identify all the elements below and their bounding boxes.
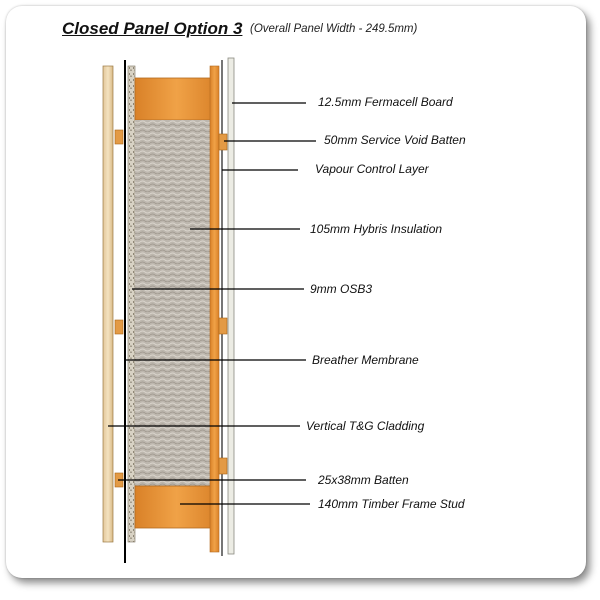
service-batten-top bbox=[219, 134, 227, 150]
label-service-void-batten: 50mm Service Void Batten bbox=[324, 133, 466, 147]
label-breather-membrane: Breather Membrane bbox=[312, 353, 419, 367]
batten-top bbox=[115, 130, 123, 144]
timber-stud-bottom bbox=[135, 486, 218, 528]
service-batten-middle bbox=[219, 318, 227, 334]
diagram-subtitle: (Overall Panel Width - 249.5mm) bbox=[250, 23, 418, 35]
label-fermacell-board: 12.5mm Fermacell Board bbox=[318, 95, 453, 109]
cladding-board bbox=[103, 66, 113, 542]
diagram-title: Closed Panel Option 3 bbox=[62, 19, 243, 38]
stud-outer-edge bbox=[210, 66, 219, 552]
label-hybris-insulation: 105mm Hybris Insulation bbox=[310, 222, 443, 236]
label-osb3: 9mm OSB3 bbox=[310, 282, 373, 296]
batten-middle bbox=[115, 320, 123, 334]
insulation-fill bbox=[135, 120, 218, 486]
timber-stud-top bbox=[135, 78, 218, 120]
osb3-board bbox=[128, 66, 135, 542]
label-vapour-control-layer: Vapour Control Layer bbox=[315, 162, 429, 176]
label-timber-frame-stud: 140mm Timber Frame Stud bbox=[318, 497, 465, 511]
service-batten-bottom bbox=[219, 458, 227, 474]
label-cladding: Vertical T&G Cladding bbox=[306, 419, 425, 433]
label-batten: 25x38mm Batten bbox=[318, 473, 409, 487]
